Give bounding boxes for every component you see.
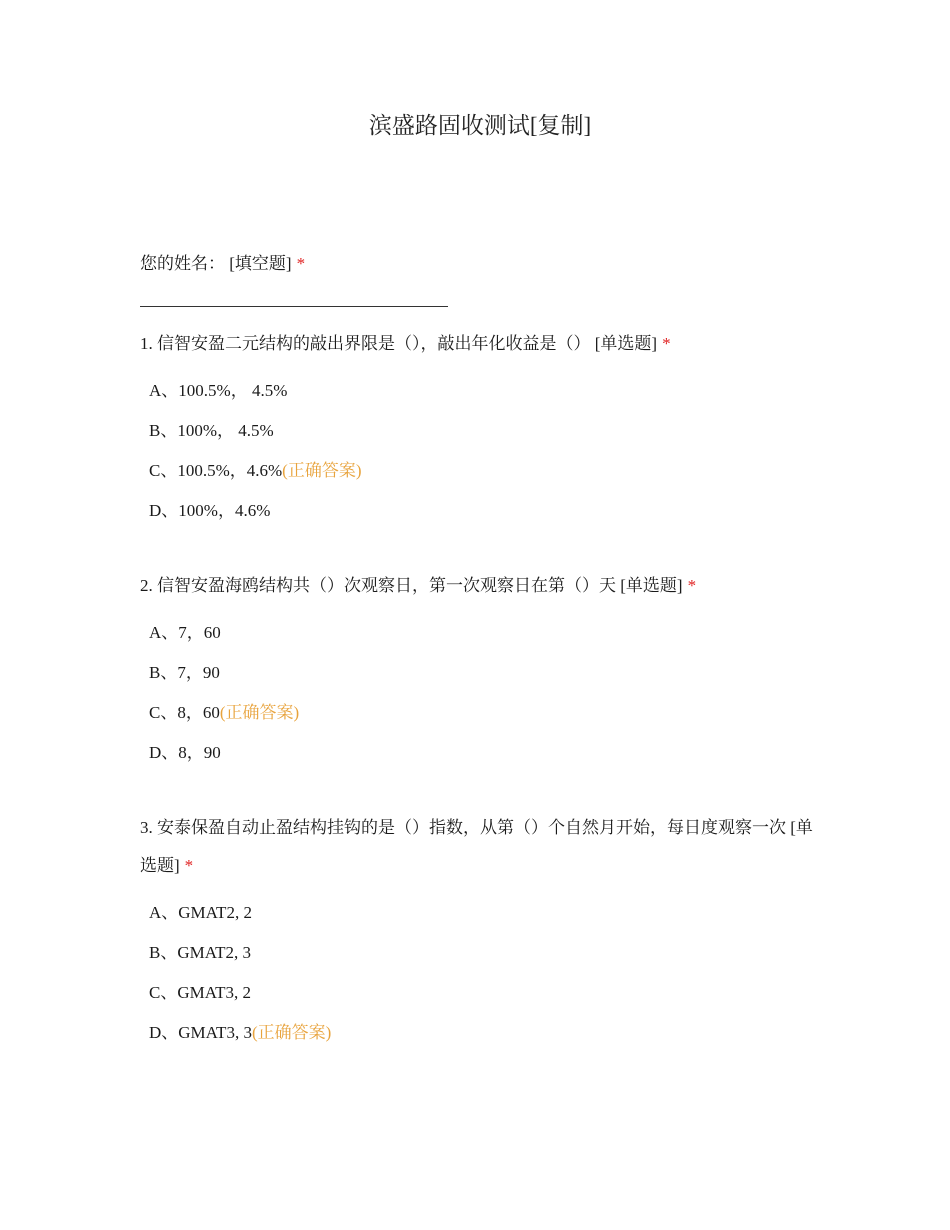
option-text: B、100%， 4.5%	[149, 421, 274, 440]
option-text: D、8，90	[149, 743, 221, 762]
option-text: D、GMAT3, 3	[149, 1023, 252, 1042]
option-text: A、7，60	[149, 623, 221, 642]
question-3-type: [单选题]	[140, 818, 813, 875]
option-text: D、100%，4.6%	[149, 501, 271, 520]
correct-answer-note: (正确答案)	[282, 461, 362, 480]
required-star: *	[184, 856, 194, 875]
question-1-text: 1. 信智安盈二元结构的敲出界限是（），敲出年化收益是（）	[140, 334, 591, 353]
option-text: A、100.5%， 4.5%	[149, 381, 288, 400]
option-text: C、8，60	[149, 703, 220, 722]
question-2-option-a	[149, 621, 221, 645]
survey-title: 滨盛路固收测试[复制]	[368, 113, 592, 138]
question-1-option-c	[149, 459, 362, 483]
question-3-option-b	[149, 941, 251, 965]
question-2-type: [单选题]	[620, 576, 683, 595]
question-3	[140, 809, 820, 885]
question-2-text: 2. 信智安盈海鸥结构共（）次观察日，第一次观察日在第（）天	[140, 576, 616, 595]
question-3-option-d	[149, 1021, 331, 1045]
option-text: B、GMAT2, 3	[149, 943, 252, 962]
question-1-option-a	[149, 379, 287, 403]
name-question	[140, 245, 820, 283]
question-3-text: 3. 安泰保盈自动止盈结构挂钩的是（）指数，从第（）个自然月开始，每日度观察一次	[140, 818, 786, 837]
question-2-option-d	[149, 741, 221, 765]
question-1	[140, 325, 820, 363]
required-star: *	[687, 576, 697, 595]
question-3-option-a	[149, 901, 252, 925]
question-1-option-b	[149, 419, 274, 443]
option-text: C、GMAT3, 2	[149, 983, 252, 1002]
option-text: A、GMAT2, 2	[149, 903, 252, 922]
question-1-option-d	[149, 499, 270, 523]
question-3-option-c	[149, 981, 251, 1005]
correct-answer-note: (正确答案)	[251, 1023, 332, 1042]
name-answer-line	[140, 306, 448, 307]
required-star: *	[296, 254, 306, 273]
correct-answer-note: (正确答案)	[219, 703, 300, 722]
name-question-type: [填空题]	[229, 254, 292, 273]
required-star: *	[662, 334, 671, 353]
option-text: B、7，90	[149, 663, 220, 682]
option-text: C、100.5%，4.6%	[149, 461, 283, 480]
question-2-option-c	[149, 701, 299, 725]
question-1-type: [单选题]	[594, 334, 658, 353]
question-2-option-b	[149, 661, 220, 685]
question-2	[140, 567, 820, 605]
name-question-label: 您的姓名：	[140, 254, 225, 273]
